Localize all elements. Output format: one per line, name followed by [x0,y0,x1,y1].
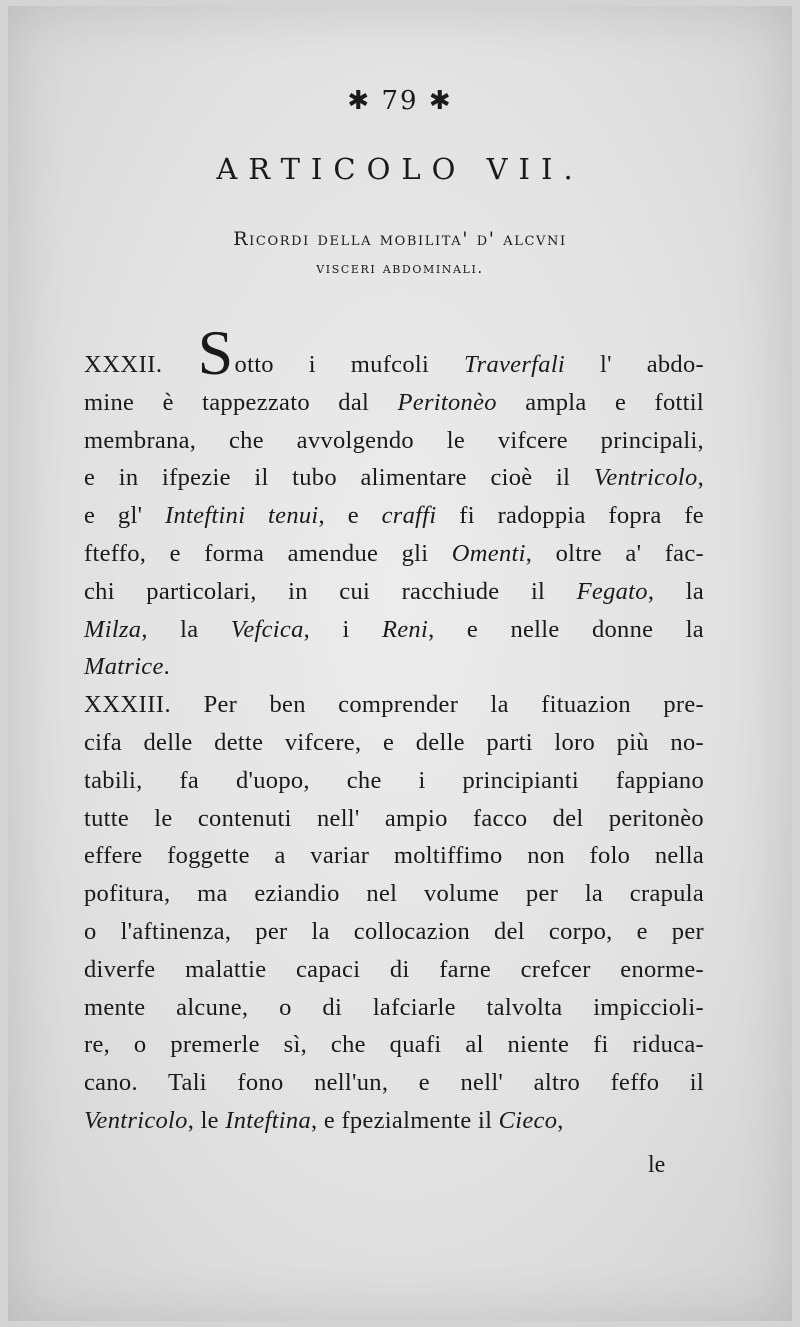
italic-term: Matrice [84,653,164,681]
text-line: e in ifpezie il tubo alimentare cioè il Ventricolo, [84,464,704,492]
text-line: XXXIII. Per ben comprender la fituazion pre- [84,691,704,719]
text-line: XXXII. Sotto i mufcoli Traverfali l' abdo- [84,317,704,388]
text-line: diverfe malattie capaci di farne crefcer enorme- [84,955,704,983]
italic-term: Inteftini tenui [165,502,319,530]
italic-term: Peritonèo [397,388,497,416]
paragraph-number: XXXIII. [84,691,172,719]
italic-term: Omenti [451,539,526,567]
text-line: pofitura, ma eziandio nel volume per la crapula [84,880,704,908]
text-line: chi particolari, in cui racchiude il Fegato, la [84,577,704,605]
paragraph-number: XXXII. [84,351,198,378]
text-line: Milza, la Vefcica, i Reni, e nelle donne la [84,615,704,643]
text-line: Ventricolo, le Inteftina, e fpezialmente il Cieco, [84,1106,564,1134]
article-subtitle-line2: visceri abdominali. [316,259,484,277]
text-line: re, o premerle sì, che quafi al niente fi riduca- [84,1031,704,1059]
star-ornament-icon: ✱ [347,86,372,116]
body-text [84,317,704,1140]
text-line: cano. Tali fono nell'un, e nell' altro feffo il [84,1069,704,1097]
italic-term: Ventricolo [593,464,698,492]
text-line: tabili, fa d'uopo, che i principianti fappiano [84,766,704,794]
italic-term: Ventricolo [84,1106,188,1134]
text-line: membrana, che avvolgendo le vifcere principali, [84,426,704,454]
star-ornament-icon: ✱ [428,86,453,116]
text-line: Matrice. [84,653,171,681]
text-line: fteffo, e forma amendue gli Omenti, oltre a' fac- [84,539,704,567]
drop-cap: S [197,317,234,388]
italic-term: craffi [381,502,437,530]
page-number: 79 [381,86,419,116]
paragraph-33 [84,686,704,1140]
italic-term: Reni [381,615,429,643]
paragraph-32 [84,317,704,686]
italic-term: Milza [84,615,142,643]
page-header [0,86,800,116]
text-line: e gl' Inteftini tenui, e craffi fi radoppia fopra fe [84,502,704,530]
text-line: tutte le contenuti nell' ampio facco del peritonèo [84,804,704,832]
catchword: le [648,1152,666,1178]
text-line: mente alcune, o di lafciarle talvolta impiccioli- [84,993,704,1021]
italic-term: Inteftina [225,1106,311,1134]
text-line: cifa delle dette vifcere, e delle parti loro più no- [84,728,704,756]
text-line: o l'aftinenza, per la collocazion del corpo, e per [84,917,704,945]
italic-term: Traverfali [464,351,566,378]
italic-term: Cieco [498,1106,558,1134]
italic-term: Fegato [576,577,648,605]
text-line: mine è tappezzato dal Peritonèo ampla e fottil [84,388,704,416]
text-line: effere foggette a variar moltiffimo non folo nella [84,842,704,870]
italic-term: Vefcica [230,615,304,643]
article-subtitle-line1: Ricordi della mobilita' d' alcvni [233,228,567,250]
article-title: ARTICOLO VII. [216,152,584,186]
